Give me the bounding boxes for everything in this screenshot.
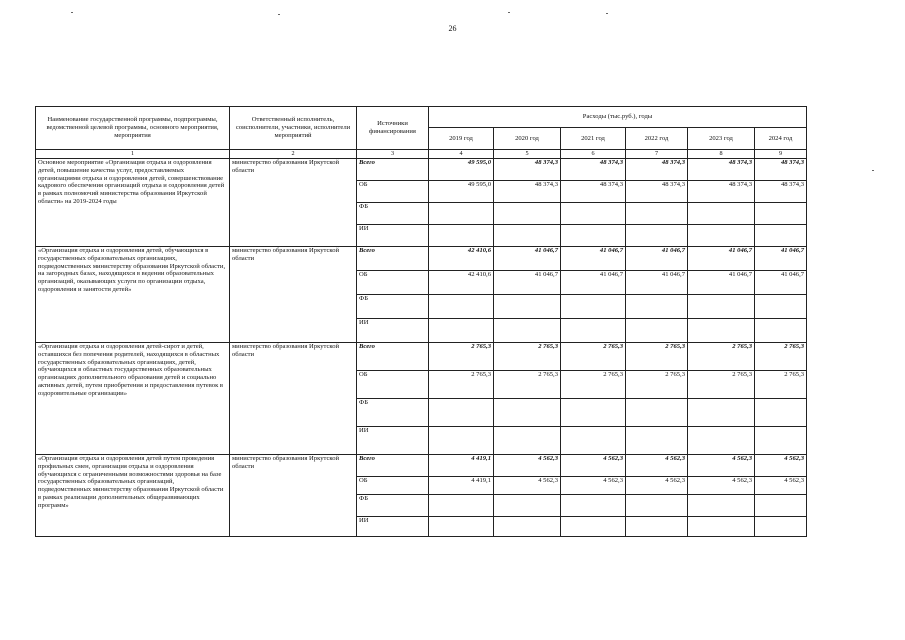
value-cell bbox=[429, 319, 494, 343]
value-cell: 4 562,3 bbox=[688, 455, 755, 477]
value-cell: 41 046,7 bbox=[688, 247, 755, 271]
value-cell: 41 046,7 bbox=[755, 271, 807, 295]
funding-source-cell: ОБ bbox=[357, 477, 429, 495]
executor-cell: министерство образования Иркутской области bbox=[230, 159, 357, 247]
header-executor: Ответственный исполнитель, соисполнители, участники, исполнители мероприятий bbox=[230, 107, 357, 150]
scan-speck bbox=[71, 12, 73, 13]
funding-source-cell: ИИ bbox=[357, 319, 429, 343]
value-cell bbox=[626, 203, 688, 225]
column-number: 6 bbox=[561, 150, 626, 159]
funding-source-cell: Всего bbox=[357, 247, 429, 271]
value-cell: 48 374,3 bbox=[755, 181, 807, 203]
value-cell: 2 765,3 bbox=[429, 343, 494, 371]
header-year: 2023 год bbox=[688, 128, 755, 150]
value-cell: 49 595,0 bbox=[429, 181, 494, 203]
value-cell bbox=[561, 399, 626, 427]
value-cell: 2 765,3 bbox=[688, 343, 755, 371]
column-number: 2 bbox=[230, 150, 357, 159]
funding-source-cell: Всего bbox=[357, 455, 429, 477]
funding-source-cell: ФБ bbox=[357, 203, 429, 225]
value-cell bbox=[494, 495, 561, 517]
value-cell bbox=[626, 517, 688, 537]
value-cell: 41 046,7 bbox=[626, 247, 688, 271]
scan-speck bbox=[508, 12, 510, 13]
column-number: 5 bbox=[494, 150, 561, 159]
value-cell: 4 419,1 bbox=[429, 477, 494, 495]
value-cell bbox=[429, 427, 494, 455]
executor-cell: министерство образования Иркутской области bbox=[230, 343, 357, 455]
value-cell bbox=[561, 295, 626, 319]
value-cell: 48 374,3 bbox=[494, 181, 561, 203]
funding-source-cell: ФБ bbox=[357, 295, 429, 319]
value-cell bbox=[429, 225, 494, 247]
value-cell bbox=[561, 517, 626, 537]
funding-source-cell: ОБ bbox=[357, 371, 429, 399]
table-row bbox=[36, 159, 807, 181]
value-cell bbox=[494, 295, 561, 319]
header-year: 2021 год bbox=[561, 128, 626, 150]
value-cell bbox=[494, 517, 561, 537]
value-cell bbox=[688, 295, 755, 319]
value-cell: 49 595,0 bbox=[429, 159, 494, 181]
value-cell bbox=[429, 399, 494, 427]
value-cell bbox=[626, 427, 688, 455]
value-cell: 2 765,3 bbox=[755, 343, 807, 371]
header-year: 2022 год bbox=[626, 128, 688, 150]
value-cell: 48 374,3 bbox=[561, 181, 626, 203]
value-cell: 4 562,3 bbox=[626, 455, 688, 477]
column-number: 4 bbox=[429, 150, 494, 159]
value-cell: 42 410,6 bbox=[429, 271, 494, 295]
value-cell: 48 374,3 bbox=[494, 159, 561, 181]
scan-speck bbox=[872, 170, 874, 171]
value-cell bbox=[755, 295, 807, 319]
funding-source-cell: Всего bbox=[357, 159, 429, 181]
value-cell: 41 046,7 bbox=[561, 247, 626, 271]
value-cell: 2 765,3 bbox=[561, 371, 626, 399]
value-cell: 4 562,3 bbox=[755, 477, 807, 495]
measure-name: «Организация отдыха и оздоровления детей-сирот и детей, оставшихся без попечения родителей, находящихся в областных государственных образовательных организациях, детей, обучающихся в областных государственных образовательных организациях дополнительного образования детей и социально активных детей, путем приобретения и предоставления путевок в оздоровительные организации» bbox=[36, 343, 230, 455]
value-cell bbox=[626, 495, 688, 517]
value-cell bbox=[494, 225, 561, 247]
value-cell bbox=[755, 319, 807, 343]
value-cell bbox=[429, 295, 494, 319]
value-cell bbox=[688, 203, 755, 225]
column-number: 8 bbox=[688, 150, 755, 159]
value-cell bbox=[688, 225, 755, 247]
table-body bbox=[36, 159, 807, 537]
value-cell: 4 562,3 bbox=[626, 477, 688, 495]
value-cell bbox=[626, 295, 688, 319]
value-cell: 2 765,3 bbox=[494, 343, 561, 371]
value-cell: 41 046,7 bbox=[688, 271, 755, 295]
value-cell bbox=[755, 399, 807, 427]
header-expenses: Расходы (тыс.руб.), годы bbox=[429, 107, 807, 128]
value-cell bbox=[494, 399, 561, 427]
value-cell bbox=[755, 427, 807, 455]
executor-cell: министерство образования Иркутской области bbox=[230, 455, 357, 537]
value-cell bbox=[688, 495, 755, 517]
measure-name: «Организация отдыха и оздоровления детей путем проведения профильных смен, организация отдыха и оздоровления обучающихся с ограниченными возможностями здоровья на базе государственных образовательных организаций, подведомственных министерству образования Иркутской области в рамках реализации дополнительных общеразвивающих программ» bbox=[36, 455, 230, 537]
value-cell: 4 562,3 bbox=[688, 477, 755, 495]
value-cell: 48 374,3 bbox=[688, 159, 755, 181]
funding-source-cell: ИИ bbox=[357, 225, 429, 247]
measure-name: «Организация отдыха и оздоровления детей, обучающихся в государственных образовательных организациях, подведомственных министерству образования Иркутской области, на загородных базах, находящихся в ведении образовательных организаций, оказывающих услуги по организации отдыха, оздоровления и занятости детей» bbox=[36, 247, 230, 343]
value-cell: 4 562,3 bbox=[494, 477, 561, 495]
column-number: 7 bbox=[626, 150, 688, 159]
value-cell: 41 046,7 bbox=[626, 271, 688, 295]
value-cell bbox=[626, 225, 688, 247]
value-cell: 4 562,3 bbox=[561, 477, 626, 495]
value-cell bbox=[494, 427, 561, 455]
value-cell: 2 765,3 bbox=[626, 343, 688, 371]
value-cell bbox=[755, 203, 807, 225]
value-cell: 2 765,3 bbox=[688, 371, 755, 399]
table-row bbox=[36, 455, 807, 477]
value-cell: 48 374,3 bbox=[561, 159, 626, 181]
value-cell bbox=[561, 427, 626, 455]
header-name: Наименование государственной программы, подпрограммы, ведомственной целевой программы, основного мероприятия, мероприятия bbox=[36, 107, 230, 150]
value-cell: 2 765,3 bbox=[429, 371, 494, 399]
value-cell bbox=[626, 399, 688, 427]
funding-source-cell: Всего bbox=[357, 343, 429, 371]
value-cell bbox=[429, 495, 494, 517]
value-cell: 41 046,7 bbox=[494, 247, 561, 271]
value-cell bbox=[755, 495, 807, 517]
header-year: 2019 год bbox=[429, 128, 494, 150]
funding-source-cell: ИИ bbox=[357, 427, 429, 455]
value-cell: 48 374,3 bbox=[626, 181, 688, 203]
value-cell bbox=[561, 495, 626, 517]
value-cell: 4 419,1 bbox=[429, 455, 494, 477]
funding-source-cell: ФБ bbox=[357, 399, 429, 427]
value-cell: 2 765,3 bbox=[626, 371, 688, 399]
header-year: 2024 год bbox=[755, 128, 807, 150]
value-cell bbox=[688, 427, 755, 455]
header-source: Источники финансирования bbox=[357, 107, 429, 150]
column-number: 9 bbox=[755, 150, 807, 159]
value-cell: 2 765,3 bbox=[494, 371, 561, 399]
value-cell: 41 046,7 bbox=[755, 247, 807, 271]
value-cell bbox=[494, 319, 561, 343]
value-cell: 41 046,7 bbox=[561, 271, 626, 295]
value-cell bbox=[561, 319, 626, 343]
value-cell bbox=[561, 225, 626, 247]
scan-speck bbox=[278, 14, 280, 15]
funding-source-cell: ОБ bbox=[357, 271, 429, 295]
value-cell bbox=[688, 399, 755, 427]
funding-source-cell: ОБ bbox=[357, 181, 429, 203]
value-cell: 48 374,3 bbox=[626, 159, 688, 181]
value-cell bbox=[429, 517, 494, 537]
value-cell bbox=[429, 203, 494, 225]
value-cell bbox=[755, 225, 807, 247]
value-cell: 48 374,3 bbox=[688, 181, 755, 203]
column-number: 3 bbox=[357, 150, 429, 159]
table-row bbox=[36, 247, 807, 271]
scan-speck bbox=[606, 13, 608, 14]
value-cell: 48 374,3 bbox=[755, 159, 807, 181]
header-year: 2020 год bbox=[494, 128, 561, 150]
value-cell bbox=[755, 517, 807, 537]
value-cell: 4 562,3 bbox=[494, 455, 561, 477]
page-number: 26 bbox=[448, 24, 457, 33]
budget-table bbox=[35, 106, 807, 537]
value-cell: 42 410,6 bbox=[429, 247, 494, 271]
executor-cell: министерство образования Иркутской области bbox=[230, 247, 357, 343]
value-cell: 4 562,3 bbox=[561, 455, 626, 477]
value-cell: 4 562,3 bbox=[755, 455, 807, 477]
value-cell bbox=[688, 517, 755, 537]
value-cell bbox=[688, 319, 755, 343]
value-cell: 2 765,3 bbox=[755, 371, 807, 399]
measure-name: Основное мероприятие «Организация отдыха и оздоровления детей, повышение качества услуг, предоставляемых организациями отдыха и оздоровления детей, совершенствование кадрового обеспечения организаций отдыха и оздоровления детей в рамках полномочий министерства образования Иркутской области» на 2019-2024 годы bbox=[36, 159, 230, 247]
column-number: 1 bbox=[36, 150, 230, 159]
funding-source-cell: ИИ bbox=[357, 517, 429, 537]
value-cell bbox=[561, 203, 626, 225]
table-row bbox=[36, 343, 807, 371]
value-cell bbox=[494, 203, 561, 225]
value-cell: 2 765,3 bbox=[561, 343, 626, 371]
funding-source-cell: ФБ bbox=[357, 495, 429, 517]
value-cell: 41 046,7 bbox=[494, 271, 561, 295]
value-cell bbox=[626, 319, 688, 343]
